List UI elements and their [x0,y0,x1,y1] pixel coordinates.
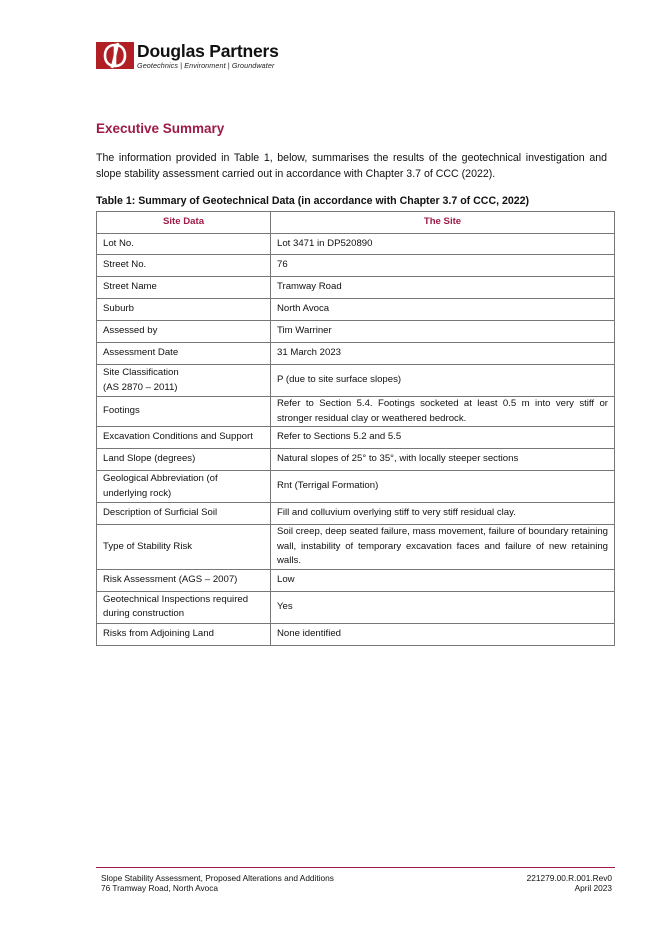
footer-report-title: Slope Stability Assessment, Proposed Alterations and Additions [101,873,334,883]
site-data-cell: Risks from Adjoining Land [97,623,271,645]
column-header-the-site: The Site [271,212,615,234]
site-data-cell: Street Name [97,277,271,299]
footer-left [101,873,334,893]
site-value-cell: Refer to Section 5.4. Footings socketed at least 0.5 m into very stiff or stronger residual clay or weathered bedrock. [271,397,615,427]
table-row [97,623,615,645]
table-row [97,471,615,503]
table-row [97,569,615,591]
table-row [97,397,615,427]
site-value-cell: Soil creep, deep seated failure, mass movement, failure of boundary retaining wall, instability of temporary excavation faces and failure of new retaining walls. [271,525,615,570]
site-value-cell: 31 March 2023 [271,343,615,365]
site-data-cell: Suburb [97,299,271,321]
site-value-cell: Tim Warriner [271,321,615,343]
table-row [97,503,615,525]
table-row [97,343,615,365]
site-data-cell: Risk Assessment (AGS – 2007) [97,569,271,591]
site-value-cell: Tramway Road [271,277,615,299]
table-row [97,449,615,471]
geotechnical-data-table [96,211,615,646]
site-value-cell: Lot 3471 in DP520890 [271,234,615,255]
site-data-cell: Site Classification (AS 2870 – 2011) [97,365,271,397]
site-data-cell: Geological Abbreviation (of underlying rock) [97,471,271,503]
douglas-partners-logo-icon [96,42,134,69]
site-data-cell: Land Slope (degrees) [97,449,271,471]
table-row [97,365,615,397]
table-caption: Table 1: Summary of Geotechnical Data (in accordance with Chapter 3.7 of CCC, 2022) [96,195,530,207]
site-value-cell: 76 [271,255,615,277]
footer-site-address: 76 Tramway Road, North Avoca [101,883,218,893]
site-data-cell: Lot No. [97,234,271,255]
table-row [97,255,615,277]
site-value-cell: Refer to Sections 5.2 and 5.5 [271,427,615,449]
company-logo [96,42,279,72]
site-value-cell: Low [271,569,615,591]
site-value-cell: Rnt (Terrigal Formation) [271,471,615,503]
intro-paragraph: The information provided in Table 1, below, summarises the results of the geotechnical investigation and slope stability assessment carried out in accordance with Chapter 3.7 of CCC (2022). [96,152,607,180]
column-header-site-data: Site Data [97,212,271,234]
logo-tagline: Geotechnics | Environment | Groundwater [137,61,275,70]
footer-date: April 2023 [574,883,612,893]
footer-right [527,873,612,893]
site-data-cell: Description of Surficial Soil [97,503,271,525]
site-data-cell: Footings [97,397,271,427]
table-row [97,277,615,299]
site-value-cell: Yes [271,591,615,623]
site-value-cell: None identified [271,623,615,645]
section-heading: Executive Summary [96,121,225,136]
logo-text [137,42,279,70]
site-data-cell: Excavation Conditions and Support [97,427,271,449]
footer-divider [96,867,615,868]
table-row [97,525,615,570]
table-row [97,591,615,623]
site-value-cell: North Avoca [271,299,615,321]
table-row [97,234,615,255]
site-value-cell: Fill and colluvium overlying stiff to very stiff residual clay. [271,503,615,525]
site-data-cell: Geotechnical Inspections required during construction [97,591,271,623]
site-value-cell: Natural slopes of 25° to 35°, with locally steeper sections [271,449,615,471]
site-data-cell: Assessed by [97,321,271,343]
table-header-row [97,212,615,234]
site-data-cell: Type of Stability Risk [97,525,271,570]
site-data-cell: Assessment Date [97,343,271,365]
logo-name: Douglas Partners [137,41,279,61]
site-value-cell: P (due to site surface slopes) [271,365,615,397]
table-body [97,234,615,646]
footer-report-number: 221279.00.R.001.Rev0 [526,873,612,883]
table-row [97,299,615,321]
table-row [97,321,615,343]
table-row [97,427,615,449]
site-data-cell: Street No. [97,255,271,277]
